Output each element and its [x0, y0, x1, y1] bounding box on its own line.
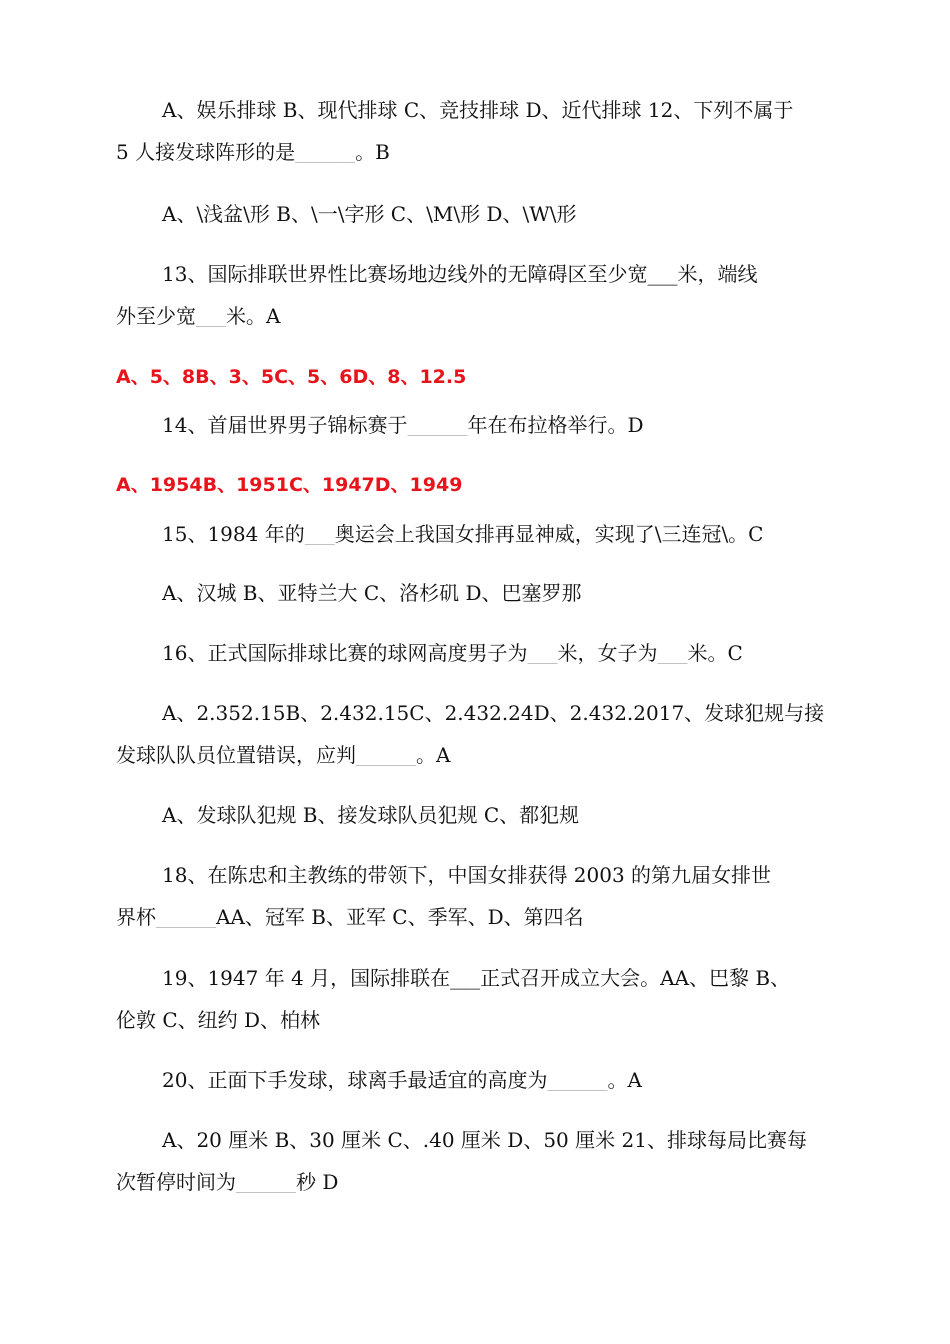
text-line: 20、正面下手发球，球离手最适宜的高度为______。A [162, 1069, 642, 1091]
text-line: 14、首届世界男子锦标赛于______年在布拉格举行。D [162, 414, 644, 436]
text-line: 16、正式国际排球比赛的球网高度男子为___米，女子为___米。C [162, 642, 743, 664]
text-line: A、发球队犯规 B、接发球队员犯规 C、都犯规 [162, 804, 580, 826]
text-line: 外至少宽___米。A [116, 304, 281, 327]
text-line: 次暂停时间为______秒 D [116, 1170, 339, 1193]
question-15 [116, 523, 834, 545]
question-20-options-and-question-21 [116, 1129, 834, 1193]
text-line: A、娱乐排球 B、现代排球 C、竞技排球 D、近代排球 12、下列不属于 [162, 99, 794, 122]
text-line: 伦敦 C、纽约 D、柏林 [116, 1008, 321, 1031]
question-20 [116, 1069, 834, 1091]
text-line: 5 人接发球阵形的是______。B [116, 140, 390, 163]
text-line: A、\浅盆\形 B、\一\字形 C、\M\形 D、\W\形 [162, 203, 577, 225]
question-19 [116, 967, 834, 1031]
text-line: 15、1984 年的___奥运会上我国女排再显神威，实现了\三连冠\。C [162, 523, 764, 545]
question-17-options [116, 804, 834, 826]
question-13 [116, 263, 834, 327]
question-13-options-highlighted [116, 366, 834, 388]
text-line: 19、1947 年 4 月，国际排联在___正式召开成立大会。AA、巴黎 B、 [162, 967, 791, 990]
question-15-options [116, 582, 834, 604]
text-line: 18、在陈忠和主教练的带领下，中国女排获得 2003 的第九届女排世 [162, 864, 772, 887]
question-14 [116, 414, 834, 436]
question-12-options [116, 203, 834, 225]
text-line: A、20 厘米 B、30 厘米 C、.40 厘米 D、50 厘米 21、排球每局比赛每 [162, 1129, 807, 1152]
question-16-options-and-question-17 [116, 702, 834, 766]
question-12-options-and-question-text [116, 99, 834, 163]
text-line: A、2.352.15B、2.432.15C、2.432.24D、2.432.2017、发球犯规与接 [162, 702, 825, 725]
text-line: 13、国际排联世界性比赛场地边线外的无障碍区至少宽___米，端线 [162, 263, 758, 286]
text-line: A、1954B、1951C、1947D、1949 [116, 474, 463, 496]
question-18 [116, 864, 834, 928]
text-line: A、5、8B、3、5C、5、6D、8、12.5 [116, 366, 467, 388]
text-line: 发球队队员位置错误，应判______。A [116, 743, 451, 766]
question-14-options-highlighted [116, 474, 834, 496]
text-line: 界杯______AA、冠军 B、亚军 C、季军、D、第四名 [116, 905, 584, 928]
text-line: A、汉城 B、亚特兰大 C、洛杉矶 D、巴塞罗那 [162, 582, 582, 604]
question-16 [116, 642, 834, 664]
